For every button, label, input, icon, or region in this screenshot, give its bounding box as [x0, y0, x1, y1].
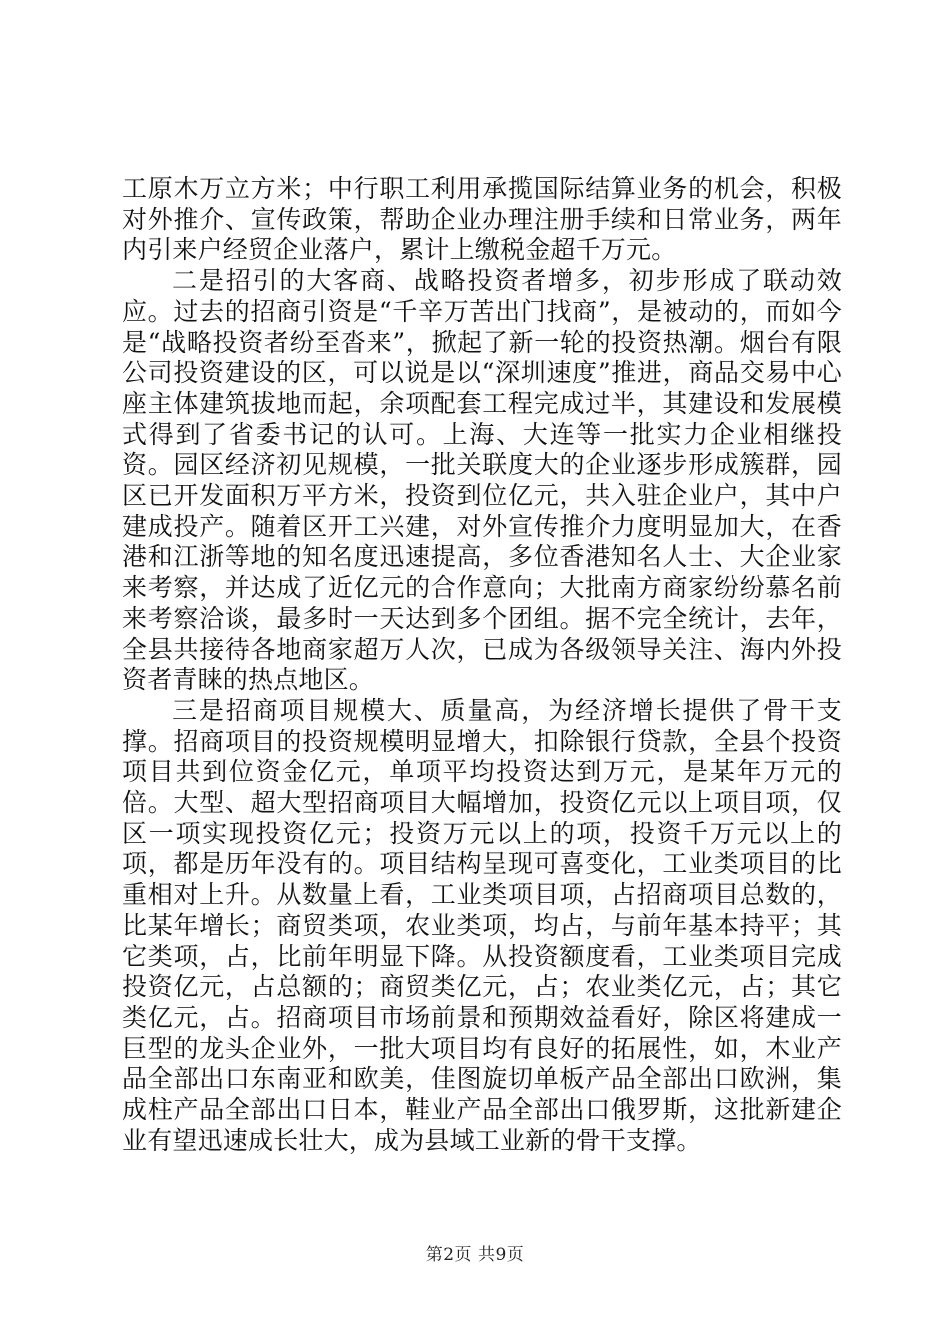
paragraph-3: 三是招商项目规模大、质量高，为经济增长提供了骨干支撑。招商项目的投资规模明显增大，扣除银行贷款，全县个投资项目共到位资金亿元，单项平均投资达到万元，是某年万元的倍。大型、超大型招商项目大幅增加，投资亿元以上项目项，仅区一项实现投资亿元；投资万元以上的项，投资千万元以上的项，都是历年没有的。项目结构呈现可喜变化，工业类项目的比重相对上升。从数量上看，工业类项目项，占招商项目总数的，比某年增长；商贸类项，农业类项，均占，与前年基本持平；其它类项，占，比前年明显下降。从投资额度看，工业类项目完成投资亿元，占总额的；商贸类亿元，占；农业类亿元，占；其它类亿元，占。招商项目市场前景和预期效益看好，除区将建成一巨型的龙头企业外，一批大项目均有良好的拓展性，如，木业产品全部出口东南亚和欧美，佳图旋切单板产品全部出口欧洲，集成柱产品全部出口日本，鞋业产品全部出口俄罗斯，这批新建企业有望迅速成长壮大，成为县域工业新的骨干支撑。 [122, 695, 842, 1155]
paragraph-2: 二是招引的大客商、战略投资者增多，初步形成了联动效应。过去的招商引资是“千辛万苦出门找商”，是被动的，而如今是“战略投资者纷至沓来”，掀起了新一轮的投资热潮。烟台有限公司投资建设的区，可以说是以“深圳速度”推进，商品交易中心座主体建筑拔地而起，余项配套工程完成过半，其建设和发展模式得到了省委书记的认可。上海、大连等一批实力企业相继投资。园区经济初见规模，一批关联度大的企业逐步形成簇群，园区已开发面积万平方米，投资到位亿元，共入驻企业户，其中户建成投产。随着区开工兴建，对外宣传推介力度明显加大，在香港和江浙等地的知名度迅速提高，多位香港知名人士、大企业家来考察，并达成了近亿元的合作意向；大批南方商家纷纷慕名前来考察洽谈，最多时一天达到多个团组。据不完全统计，去年，全县共接待各地商家超万人次，已成为各级领导关注、海内外投资者青睐的热点地区。 [122, 266, 842, 695]
paragraph-1: 工原木万立方米；中行职工利用承揽国际结算业务的机会，积极对外推介、宣传政策，帮助企业办理注册手续和日常业务，两年内引来户经贸企业落户，累计上缴税金超千万元。 [122, 174, 842, 265]
page-number-footer: 第2页 共9页 [425, 1245, 525, 1265]
document-body [122, 174, 842, 1157]
